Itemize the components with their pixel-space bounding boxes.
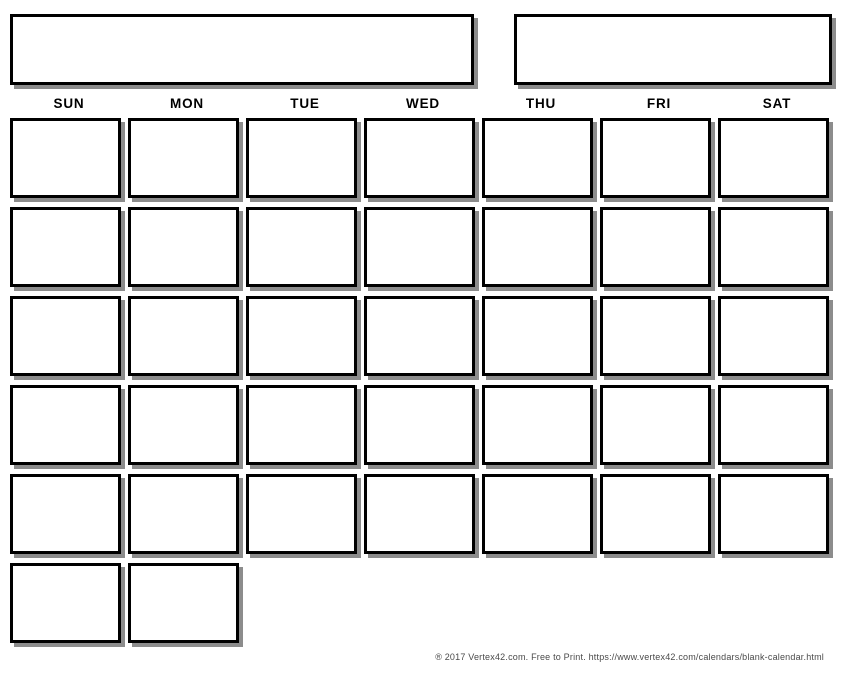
day-box[interactable] — [128, 385, 239, 465]
day-cell — [600, 118, 718, 207]
day-cell — [482, 474, 600, 563]
day-cell — [718, 563, 836, 652]
day-cell — [482, 385, 600, 474]
year-title-text — [517, 17, 829, 82]
day-cell — [128, 563, 246, 652]
week-row — [10, 118, 836, 207]
day-box[interactable] — [10, 118, 121, 198]
day-box[interactable] — [718, 118, 829, 198]
day-cell — [128, 296, 246, 385]
week-row — [10, 296, 836, 385]
day-box[interactable] — [246, 118, 357, 198]
day-box[interactable] — [600, 385, 711, 465]
weekday-header-row — [10, 94, 836, 114]
weekday-header-tue: TUE — [290, 96, 320, 111]
day-cell — [10, 296, 128, 385]
day-cell — [600, 385, 718, 474]
day-box[interactable] — [364, 385, 475, 465]
day-box[interactable] — [128, 474, 239, 554]
day-box[interactable] — [128, 563, 239, 643]
day-box[interactable] — [600, 118, 711, 198]
weekday-header-sun: SUN — [53, 96, 85, 111]
day-cell — [482, 296, 600, 385]
day-cell — [600, 296, 718, 385]
day-box[interactable] — [10, 385, 121, 465]
day-cell — [364, 207, 482, 296]
title-row — [0, 14, 845, 86]
footer-credit-text[interactable]: ® 2017 Vertex42.com. Free to Print. https://www.vertex42.com/calendars/blank-calendar.html — [435, 652, 824, 662]
day-cell — [246, 563, 364, 652]
day-cell — [718, 296, 836, 385]
day-box[interactable] — [718, 385, 829, 465]
day-cell — [246, 474, 364, 563]
day-cell — [10, 563, 128, 652]
day-box[interactable] — [482, 474, 593, 554]
day-cell — [128, 474, 246, 563]
day-box[interactable] — [600, 207, 711, 287]
week-row — [10, 207, 836, 296]
day-box[interactable] — [718, 207, 829, 287]
day-cell — [246, 296, 364, 385]
day-cell — [600, 563, 718, 652]
day-cell — [246, 118, 364, 207]
day-box[interactable] — [128, 207, 239, 287]
day-box[interactable] — [10, 296, 121, 376]
day-box[interactable] — [246, 207, 357, 287]
day-cell — [600, 207, 718, 296]
day-box[interactable] — [10, 563, 121, 643]
day-box[interactable] — [246, 296, 357, 376]
footer-credit — [0, 652, 836, 663]
day-cell — [364, 474, 482, 563]
day-box[interactable] — [128, 296, 239, 376]
day-box[interactable] — [482, 296, 593, 376]
year-title-box[interactable] — [514, 14, 832, 85]
day-box[interactable] — [128, 118, 239, 198]
day-cell — [482, 207, 600, 296]
day-cell — [246, 207, 364, 296]
day-box[interactable] — [482, 385, 593, 465]
day-box[interactable] — [246, 474, 357, 554]
weekday-header-thu: THU — [525, 96, 557, 111]
day-cell — [364, 118, 482, 207]
day-cell — [718, 385, 836, 474]
day-cell — [718, 474, 836, 563]
month-title-box[interactable] — [10, 14, 474, 85]
week-row — [10, 385, 836, 474]
day-box[interactable] — [364, 207, 475, 287]
day-box[interactable] — [718, 474, 829, 554]
day-cell — [482, 118, 600, 207]
day-cell — [128, 118, 246, 207]
day-cell — [128, 207, 246, 296]
day-box[interactable] — [600, 474, 711, 554]
day-cell — [128, 385, 246, 474]
day-cell — [482, 563, 600, 652]
day-box[interactable] — [600, 296, 711, 376]
day-cell — [10, 474, 128, 563]
day-box[interactable] — [364, 118, 475, 198]
day-box[interactable] — [364, 296, 475, 376]
day-cell — [10, 207, 128, 296]
day-cell — [718, 207, 836, 296]
day-cell — [246, 385, 364, 474]
day-box[interactable] — [10, 207, 121, 287]
weekday-header-fri: FRI — [646, 96, 672, 111]
day-box[interactable] — [718, 296, 829, 376]
calendar-grid — [10, 118, 836, 658]
day-box[interactable] — [482, 118, 593, 198]
month-title-text — [13, 17, 471, 82]
day-cell — [600, 474, 718, 563]
weekday-header-mon: MON — [170, 96, 204, 111]
day-cell — [718, 118, 836, 207]
day-box[interactable] — [246, 385, 357, 465]
day-cell — [364, 385, 482, 474]
day-cell — [364, 563, 482, 652]
day-box[interactable] — [10, 474, 121, 554]
day-cell — [10, 385, 128, 474]
day-cell — [10, 118, 128, 207]
week-row — [10, 563, 836, 652]
weekday-header-sat: SAT — [762, 96, 792, 111]
day-box[interactable] — [482, 207, 593, 287]
day-cell — [364, 296, 482, 385]
weekday-header-wed: WED — [406, 96, 440, 111]
day-box[interactable] — [364, 474, 475, 554]
week-row — [10, 474, 836, 563]
